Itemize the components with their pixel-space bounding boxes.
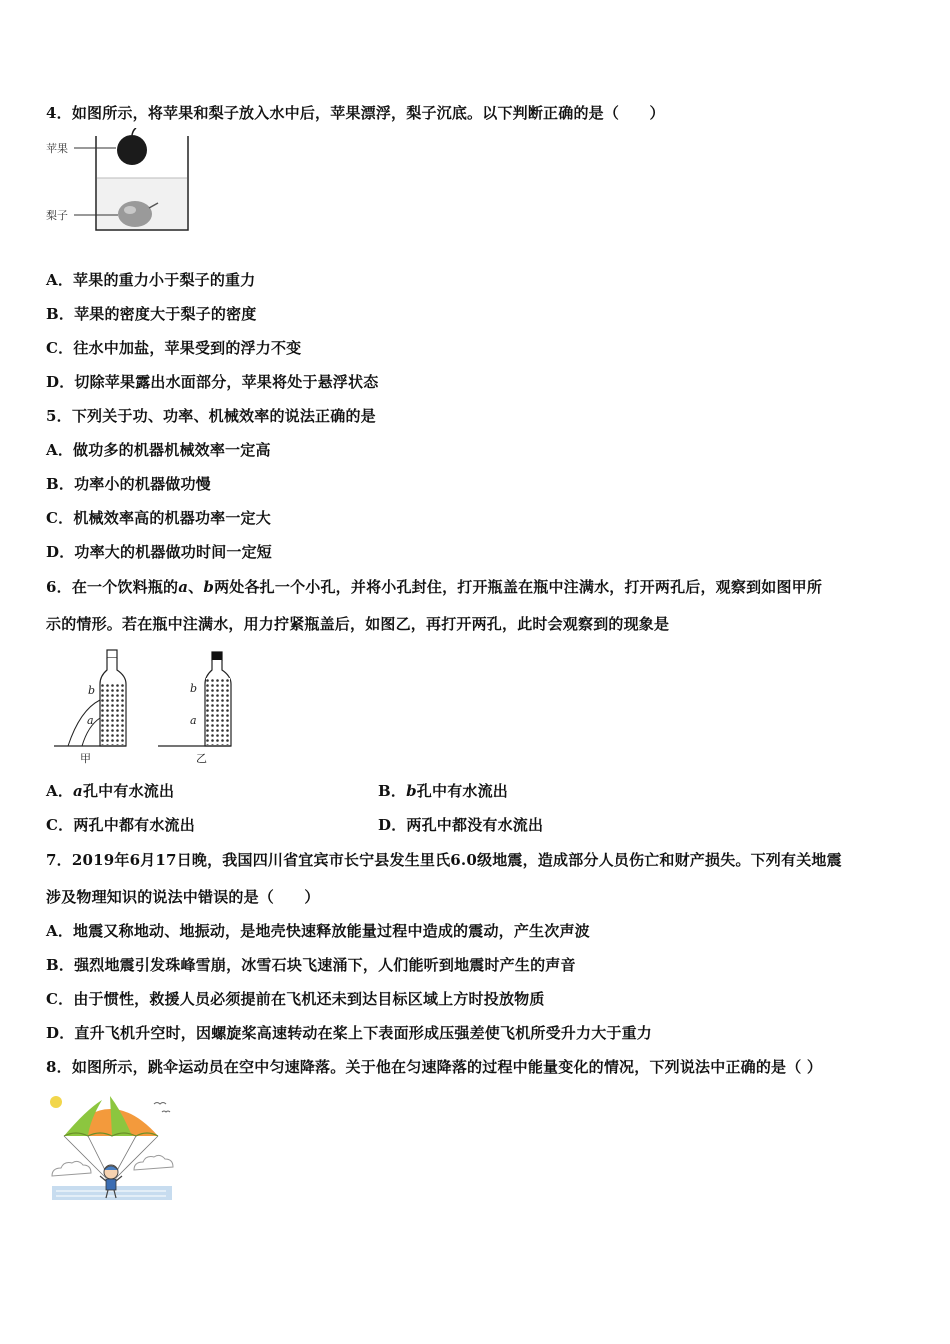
bottle-jia bbox=[54, 650, 126, 765]
hole-label-b-jia: b bbox=[88, 684, 96, 697]
bottle-yi bbox=[158, 652, 231, 765]
q6-option-b: B．b孔中有水流出 bbox=[378, 782, 508, 800]
q6-stem: 6．在一个饮料瓶的a、b两处各扎一个小孔，并将小孔封住，打开瓶盖在瓶中注满水，打开两孔后，观察到如图甲所 bbox=[46, 578, 823, 596]
q6-figure bbox=[50, 648, 250, 768]
q7-stem-line2: 涉及物理知识的说法中错误的是（ ） bbox=[46, 888, 320, 906]
q4-option-a: A．苹果的重力小于梨子的重力 bbox=[46, 271, 256, 289]
q4-stem: 4．如图所示，将苹果和梨子放入水中后，苹果漂浮，梨子沉底。以下判断正确的是（ ） bbox=[46, 104, 665, 122]
q7-option-c: C．由于惯性，救援人员必须提前在飞机还未到达目标区域上方时投放物质 bbox=[46, 990, 545, 1008]
q7-option-a: A．地震又称地动、地振动，是地壳快速释放能量过程中造成的震动，产生次声波 bbox=[46, 922, 590, 940]
q6-stem-line2: 示的情形。若在瓶中注满水，用力拧紧瓶盖后，如图乙，再打开两孔，此时会观察到的现象是 bbox=[46, 615, 670, 633]
hole-label-a-yi: a bbox=[190, 714, 197, 727]
q6-option-d: D．两孔中都没有水流出 bbox=[378, 816, 544, 834]
q4-option-c: C．往水中加盐，苹果受到的浮力不变 bbox=[46, 339, 302, 357]
q7-option-d: D．直升飞机升空时，因螺旋桨高速转动在桨上下表面形成压强差使飞机所受升力大于重力 bbox=[46, 1024, 653, 1042]
q5-option-a: A．做功多的机器机械效率一定高 bbox=[46, 441, 271, 459]
q7-stem: 7．2019年6月17日晚，我国四川省宜宾市长宁县发生里氏6.0级地震，造成部分人员伤亡和财产损失。下列有关地震 bbox=[46, 851, 842, 869]
label-jia: 甲 bbox=[80, 752, 91, 765]
label-pear: 梨子 bbox=[46, 209, 68, 222]
q4-option-b: B．苹果的密度大于梨子的密度 bbox=[46, 305, 257, 323]
hole-label-b-yi: b bbox=[190, 682, 198, 695]
q5-option-c: C．机械效率高的机器功率一定大 bbox=[46, 509, 271, 527]
q5-option-d: D．功率大的机器做功时间一定短 bbox=[46, 543, 273, 561]
q5-option-b: B．功率小的机器做功慢 bbox=[46, 475, 211, 493]
q5-stem: 5．下列关于功、功率、机械效率的说法正确的是 bbox=[46, 407, 376, 425]
q8-parachute-figure bbox=[50, 1090, 180, 1205]
q7-option-b: B．强烈地震引发珠峰雪崩，冰雪石块飞速涌下，人们能听到地震时产生的声音 bbox=[46, 956, 576, 974]
parachute-canopy bbox=[64, 1096, 158, 1136]
apple-shape bbox=[117, 128, 147, 165]
label-yi: 乙 bbox=[196, 752, 207, 765]
q4-option-d: D．切除苹果露出水面部分，苹果将处于悬浮状态 bbox=[46, 373, 379, 391]
q8-stem: 8．如图所示，跳伞运动员在空中匀速降落。关于他在匀速降落的过程中能量变化的情况，下列说法中正确的是（ ） bbox=[46, 1058, 823, 1076]
label-apple: 苹果 bbox=[46, 142, 68, 155]
q6-option-a: A．a孔中有水流出 bbox=[46, 782, 175, 800]
q6-option-c: C．两孔中都有水流出 bbox=[46, 816, 195, 834]
q4-figure bbox=[44, 128, 194, 234]
hole-label-a-jia: a bbox=[87, 714, 94, 727]
sun-icon bbox=[50, 1096, 62, 1108]
